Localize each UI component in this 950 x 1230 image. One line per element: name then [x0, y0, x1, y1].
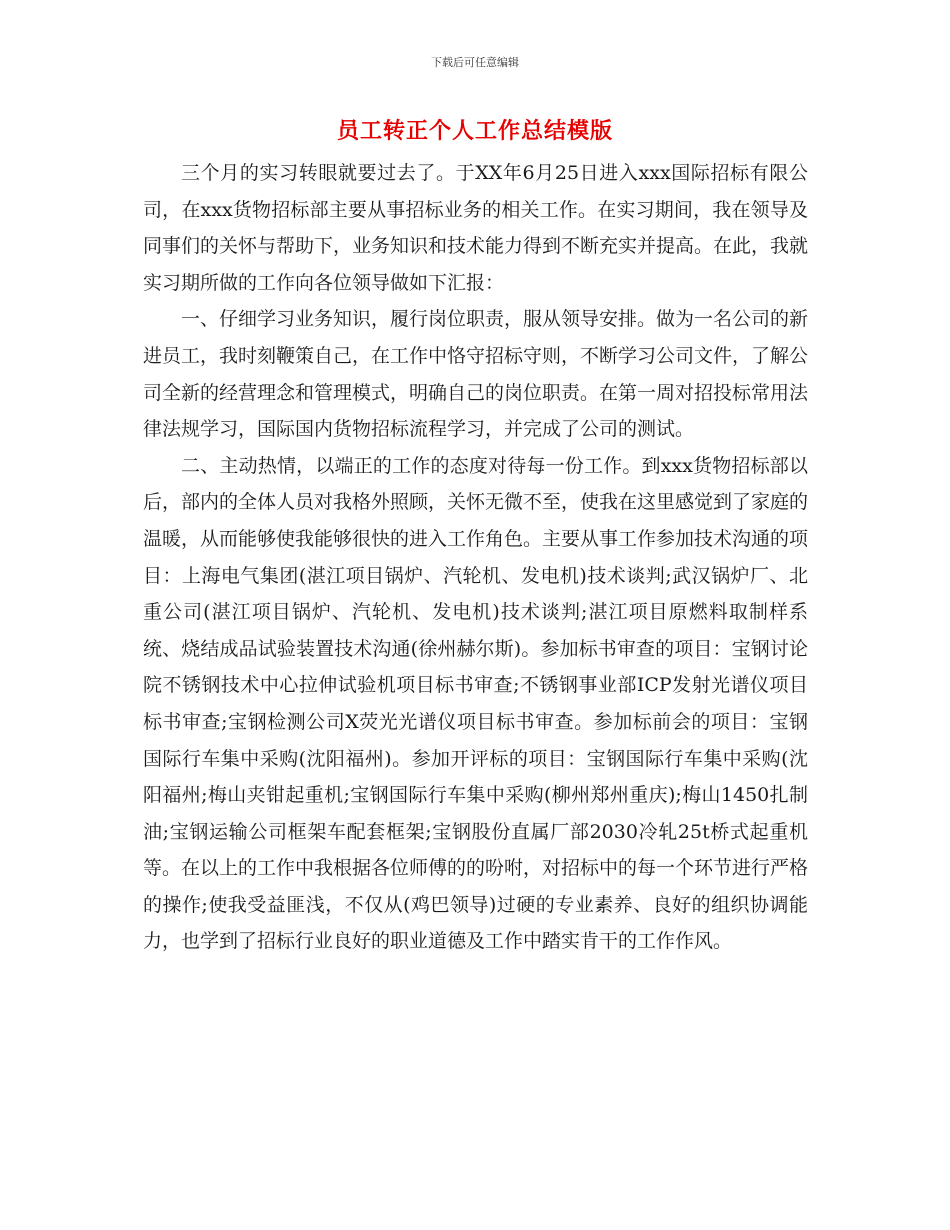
document-title: 员工转正个人工作总结模版	[336, 119, 613, 144]
document-body	[143, 155, 808, 960]
paragraph-intro: 三个月的实习转眼就要过去了。于XX年6月25日进入xxx国际招标有限公司，在xxx货物招标部主要从事招标业务的相关工作。在实习期间，我在领导及同事们的关怀与帮助下，业务知识和技术能力得到不断充实并提高。在此，我就实习期所做的工作向各位领导做如下汇报：	[143, 162, 809, 294]
header-note: 下载后可任意编辑	[431, 56, 519, 69]
paragraph-section-1: 一、仔细学习业务知识，履行岗位职责，服从领导安排。做为一名公司的新进员工，我时刻鞭策自己，在工作中恪守招标守则，不断学习公司文件，了解公司全新的经营理念和管理模式，明确自己的岗位职责。在第一周对招投标常用法律法规学习，国际国内货物招标流程学习，并完成了公司的测试。	[143, 308, 809, 441]
paragraph-section-2: 二、主动热情，以端正的工作的态度对待每一份工作。到xxx货物招标部以后，部内的全体人员对我格外照顾，关怀无微不至，使我在这里感觉到了家庭的温暖，从而能够使我能够很快的进入工作角色。主要从事工作参加技术沟通的项目：上海电气集团(湛江项目锅炉、汽轮机、发电机)技术谈判;武汉锅炉厂、北重公司(湛江项目锅炉、汽轮机、发电机)技术谈判;湛江项目原燃料取制样系统、烧结成品试验装置技术沟通(徐州赫尔斯)。参加标书审查的项目：宝钢讨论院不锈钢技术中心拉伸试验机项目标书审查;不锈钢事业部ICP发射光谱仪项目标书审查;宝钢检测公司X荧光光谱仪项目标书审查。参加标前会的项目：宝钢国际行车集中采购(沈阳福州)。参加开评标的项目：宝钢国际行车集中采购(沈阳福州;梅山夹钳起重机;宝钢国际行车集中采购(柳州郑州重庆);梅山1450扎制油;宝钢运输公司框架车配套框架;宝钢股份直属厂部2030冷轧25t桥式起重机等。在以上的工作中我根据各位师傅的的吩咐，对招标中的每一个环节进行严格的操作;使我受益匪浅，不仅从(鸡巴领导)过硬的专业素养、良好的组织协调能力，也学到了招标行业良好的职业道德及工作中踏实肯干的工作作风。	[143, 454, 809, 953]
